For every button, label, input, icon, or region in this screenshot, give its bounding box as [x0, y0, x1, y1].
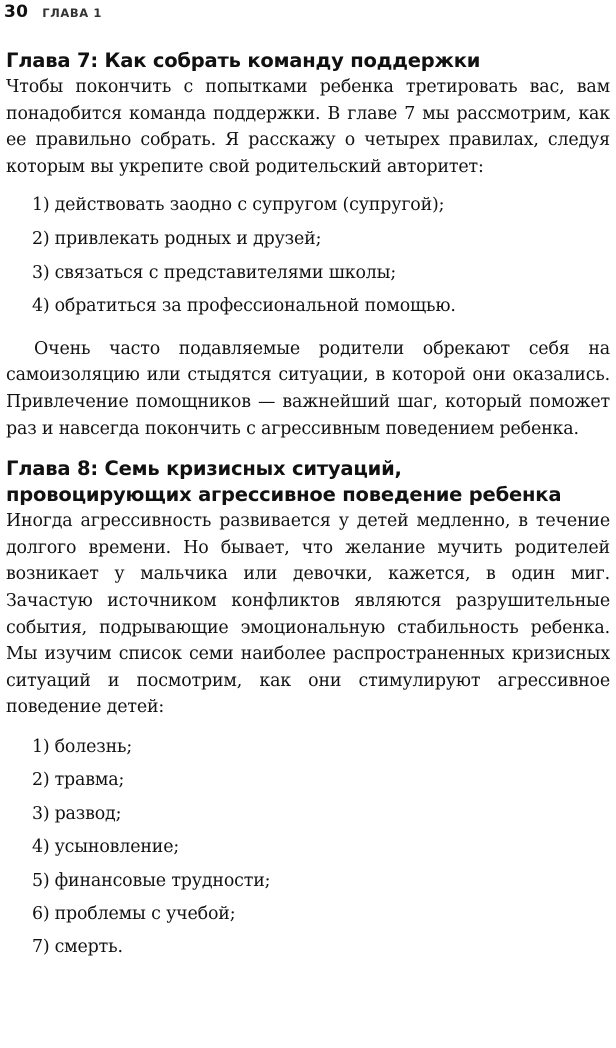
list-item-number: 5)	[32, 870, 50, 891]
list-item-number: 1)	[32, 195, 50, 216]
section-chapter-8	[6, 456, 610, 965]
list-item-text: проблемы с учебой;	[54, 903, 236, 924]
section-intro-paragraph: Чтобы покончить с попытками ребенка третировать вас, вам понадобится команда поддержки. В главе 7 мы рассмотрим, как ее правильно собрать. Я расскажу о четырех правилах, следуя которым вы укрепите свой родительский авторитет:	[6, 77, 610, 177]
section-heading-line: Глава 7: Как собрать команду поддержки	[6, 49, 481, 72]
page-number: 30	[4, 2, 29, 22]
list-item-number: 6)	[32, 903, 50, 924]
list-item-text: обратиться за профессиональной помощью.	[54, 296, 456, 317]
list-item-number: 1)	[32, 736, 50, 757]
section-heading	[6, 48, 610, 74]
list-item-text: болезнь;	[54, 736, 133, 757]
section-chapter-7	[6, 48, 610, 442]
list-item-number: 4)	[32, 296, 50, 317]
list-item-text: усыновление;	[54, 837, 180, 858]
list-item-number: 4)	[32, 837, 50, 858]
rules-list	[6, 189, 610, 323]
list-item	[32, 931, 610, 964]
list-item-text: травма;	[54, 770, 125, 791]
list-item-text: действовать заодно с супругом (супругой);	[54, 195, 445, 216]
list-item	[32, 290, 610, 324]
list-item	[32, 898, 610, 931]
list-item	[32, 189, 610, 223]
list-item	[32, 764, 610, 797]
list-item	[32, 223, 610, 257]
list-item-text: смерть.	[54, 937, 123, 958]
section-intro-paragraph: Иногда агрессивность развивается у детей медленно, в течение долгого времени. Но бывает, что желание мучить родителей возникает у мальчика или девочки, кажется, в один миг. Зачастую источником конфликтов являются разрушительные события, подрывающие эмоциональную стабильность ребенка. Мы изучим список семи наиболее распространенных кризисных ситуаций и посмотрим, как они стимулируют агрессивное поведение детей:	[6, 511, 610, 718]
list-item-text: развод;	[54, 803, 122, 824]
list-item	[32, 865, 610, 898]
list-item-number: 2)	[32, 228, 50, 249]
list-item-text: финансовые трудности;	[54, 870, 271, 891]
list-item-text: привлекать родных и друзей;	[54, 228, 322, 249]
list-item	[32, 831, 610, 864]
list-item-number: 7)	[32, 937, 50, 958]
running-title: ГЛАВА 1	[42, 6, 102, 20]
section-heading-line: Глава 8: Семь кризисных ситуаций,	[6, 457, 402, 481]
list-item	[32, 257, 610, 291]
list-item	[32, 798, 610, 831]
list-item	[32, 731, 610, 764]
list-item-number: 3)	[32, 803, 50, 824]
running-head	[6, 0, 610, 32]
list-item-number: 3)	[32, 262, 50, 283]
crisis-list	[6, 731, 610, 965]
section-heading	[6, 456, 610, 508]
list-item-number: 2)	[32, 770, 50, 791]
section-heading-line: провоцирующих агрессивное поведение ребенка	[6, 483, 562, 507]
list-item-text: связаться с представителями школы;	[54, 262, 397, 283]
section-closing-paragraph: Очень часто подавляемые родители обрекают себя на самоизоляцию или стыдятся ситуации, в которой они оказались. Привлечение помощников — важнейший шаг, который поможет раз и навсегда покончить с агрессивным поведением ребенка.	[6, 338, 610, 439]
